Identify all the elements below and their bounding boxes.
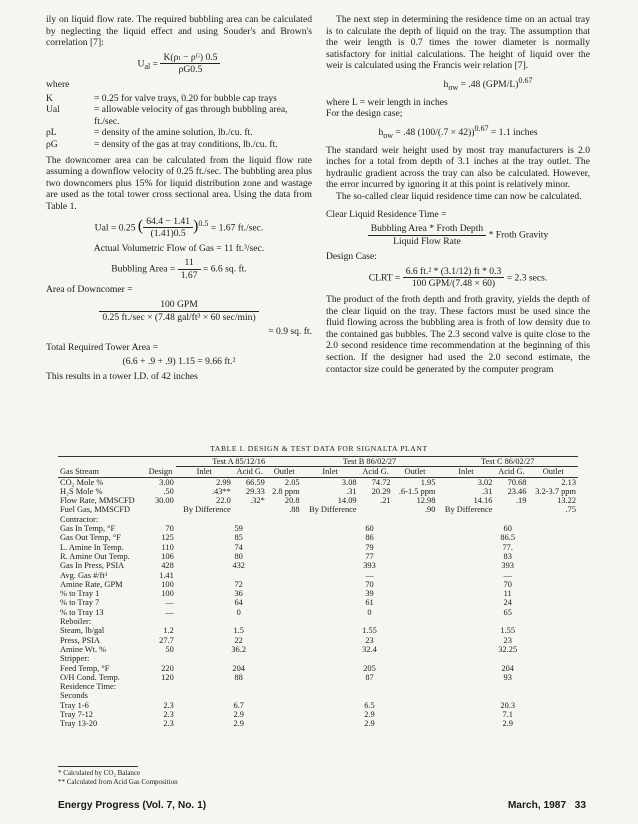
table-cell: Gas Out Temp, °F (60, 533, 121, 543)
table-cell: 2.3 (163, 719, 174, 729)
table-cell: R. Amine Out Temp. (60, 551, 130, 561)
equation-ual: Ual = 0.25 ( $\frac{64.4 - 1.41}{(1.41)0.5}$ )$^{0.5}$ = 1.67 ft./sec. (94, 215, 264, 240)
table-cell: H₂S Mole % (60, 486, 103, 496)
table-footnotes (58, 766, 178, 787)
left-paragraph-3: This results in a tower I.D. of 42 inches (46, 371, 198, 383)
table-cell (494, 505, 528, 514)
table-cell: 86.5 (500, 533, 516, 543)
table-row (58, 487, 578, 496)
table-cell: 428 (161, 561, 174, 571)
table-cell: Fuel Gas, MMSCFD (60, 505, 131, 515)
table-cell: 110 (161, 542, 174, 552)
right-paragraph-1: The next step in determining the residence time on an actual tray is to calculate the depth of liquid on the tray. The assumption that the weir length is 0.7 times the tower diameter is normally satisfactory for initial calculations. The height of liquid over the weir is calculated using the Francis weir relation [7]. (326, 14, 590, 72)
table-cell: 20.8 (284, 496, 300, 506)
col-acid-g: Acid G. (362, 467, 389, 477)
variable-definitions (46, 93, 312, 151)
table-cell: 2.9 (502, 719, 513, 729)
table-cell: 2.3 (163, 700, 174, 710)
table-cell: 220 (161, 663, 174, 673)
table-cell: 24 (503, 598, 512, 608)
table-cell: 100 (161, 589, 174, 599)
equation-clrt-general: $\frac{\text{Bubbling Area * Froth Depth}}{\text{Liquid Flow Rate}}$ * Froth Gravity (326, 223, 590, 247)
group-header-test-a: Test A 85/12/16 (176, 457, 302, 467)
col-outlet: Outlet (542, 467, 564, 477)
table-cell (437, 654, 578, 663)
table-row (58, 691, 578, 700)
table-cell: 36.2 (231, 644, 246, 654)
table-cell: 1.2 (163, 626, 174, 636)
table-cell: 3.00 (159, 477, 174, 487)
table-cell: 1.55 (500, 626, 516, 636)
equation-downcomer: $\frac{\text{100 GPM}}{\text{0.25 ft./sec × (7.48 gal/ft³ × 60 sec/min)}}$ (46, 299, 312, 323)
footnote-2: ** Calculated from Acid Gas Composition (58, 778, 178, 786)
design-case-label: Design Case: (326, 251, 377, 263)
table-cell (145, 654, 176, 663)
table-cell: 23 (503, 635, 512, 645)
table-row (58, 664, 578, 673)
table-cell (145, 505, 176, 514)
table-cell: 70 (503, 579, 512, 589)
table-cell: .88 (289, 505, 300, 515)
table-cell: 59 (234, 524, 243, 534)
table-cell: .50 (163, 486, 174, 496)
table-row (58, 719, 578, 728)
table-cell: 1.95 (420, 477, 436, 487)
table-cell: 2.9 (364, 710, 375, 720)
table-row (58, 682, 578, 691)
table-cell: 50 (165, 644, 174, 654)
table-cell: 60 (503, 524, 512, 534)
table-cell: Stripper: (60, 654, 90, 664)
table-cell: 125 (161, 533, 174, 543)
table-cell (437, 682, 578, 691)
table-cell: 74.72 (371, 477, 391, 487)
table-cell: .32* (250, 496, 265, 506)
table-cell: 1.41 (159, 570, 174, 580)
design-test-data-table (58, 456, 578, 729)
table-cell: 29.33 (245, 486, 265, 496)
table-cell: Gas In Press, PSIA (60, 561, 125, 571)
left-paragraph-2: The downcomer area can be calculated from the liquid flow rate assuming a downflow velocity of 0.25 ft./sec. The bubbling area plus two downcomers plus 15% for liquid distribution zone and wastage are used as the total tower cross sectional area. Using the data from Table 1. (46, 154, 312, 212)
equation-francis-weir: $h_{ow} = .48$ $(GPM/L)^{0.67}$ (443, 75, 533, 93)
table-row (58, 561, 578, 570)
table-cell (176, 691, 302, 700)
table-cell: CO₂ Mole % (60, 477, 104, 487)
table-cell: Tray 1-6 (60, 700, 89, 710)
table-cell: 66.59 (245, 477, 265, 487)
table-cell: 14.09 (337, 496, 357, 506)
definition-row: ρG = density of the gas at tray conditions, lb./cu. ft. (46, 138, 278, 150)
table-cell: 0 (367, 607, 372, 617)
table-cell: 72 (234, 579, 243, 589)
table-cell: 0 (236, 607, 241, 617)
downcomer-label: Area of Downcomer = (46, 284, 133, 296)
table-row (58, 552, 578, 561)
table-cell: 22.0 (216, 496, 231, 506)
table-cell: Tray 7-12 (60, 710, 93, 720)
table-cell: 32.4 (362, 644, 377, 654)
table-cell: 74 (234, 542, 243, 552)
table-cell (145, 682, 176, 691)
table-row (58, 543, 578, 552)
table-cell (176, 654, 302, 663)
table-cell (359, 505, 393, 514)
equation-souders-brown: $U_{al}$ = $\frac{\text{K(ρₗ − ρᴳ) 0.5}}{\rho G0.5}$ (46, 52, 312, 76)
table-cell (233, 505, 267, 514)
col-outlet: Outlet (404, 467, 426, 477)
table-cell: .90 (424, 505, 436, 515)
table-cell: 106 (161, 551, 174, 561)
clrt-label: Clear Liquid Residence Time = (326, 208, 447, 220)
eq1-numerator: K(ρₗ − ρᴳ) 0.5 (160, 52, 220, 65)
eq1-denominator: ρG0.5 (178, 64, 203, 76)
col-acid-g: Acid G. (236, 467, 264, 477)
table-cell: 6.5 (364, 700, 375, 710)
equation-downcomer-result: = 0.9 sq. ft. (268, 326, 312, 338)
table-cell: 204 (501, 663, 514, 673)
table-row (58, 710, 578, 719)
table-cell: 60 (365, 524, 374, 534)
table-cell: 93 (503, 672, 512, 682)
table-cell: 61 (365, 598, 374, 608)
table-cell: Contractor: (60, 514, 99, 524)
table-cell: Flow Rate, MMSCFD (60, 496, 135, 506)
col-outlet: Outlet (273, 467, 295, 477)
table-cell: 2.05 (284, 477, 300, 487)
col-gas-stream: Gas Stream (60, 467, 99, 477)
table-row (58, 505, 578, 514)
equation-clrt-design: CLRT = $\frac{\text{6.6 ft.² * (3.1/12) ft * 0.3}}{\text{100 GPM/(7.48 × 60)}}$ = 2.3 secs. (368, 265, 548, 290)
table-cell: .31 (481, 486, 493, 496)
right-paragraph-4: The standard weir height used by most tray manufacturers is 2.0 inches for a total from depth of 3.1 inches at the tray outlet. The hydraulic gradient across the tray can also be calculated. However, the error incurred by ignoring it at this point is relatively minor. (326, 144, 590, 191)
left-paragraph-1: ily on liquid flow rate. The required bubbling area can be calculated by neglecting the liquid effect and using Souder's and Brown's correlation [7]: (46, 14, 312, 49)
table-cell: 1.55 (362, 626, 377, 636)
table-cell: L. Amine In Temp. (60, 542, 124, 552)
col-design: Design (148, 467, 173, 477)
table-cell (302, 617, 438, 626)
right-paragraph-3: For the design case; (326, 108, 403, 120)
table-cell (176, 515, 302, 524)
table-row (58, 608, 578, 617)
footer-right (508, 800, 586, 811)
equation-how-design: $h_{ow} = .48$ $(100/(.7 \times 42))^{0.67} = 1.1$ inches (378, 123, 538, 140)
table-cell: Steam, lb/gal (60, 626, 105, 636)
right-paragraph-5: The so-called clear liquid residence time can now be calculated. (336, 190, 582, 202)
table-cell: Avg. Gas #/ft³ (60, 570, 108, 580)
left-column (46, 14, 312, 383)
table-cell: 2.9 (233, 719, 244, 729)
table-cell: 3.08 (341, 477, 357, 487)
table-row (58, 654, 578, 663)
right-column (326, 14, 590, 375)
table-cell: 432 (232, 561, 245, 571)
table-row (58, 477, 578, 487)
table-title: TABLE I. DESIGN & TEST DATA FOR SIGNALTA PLANT (210, 444, 428, 453)
table-cell: 27.7 (159, 635, 174, 645)
table-cell: 23.46 (507, 486, 527, 496)
table-cell (145, 691, 176, 700)
table-cell: 70 (165, 524, 174, 534)
equation-volumetric-flow: Actual Volumetric Flow of Gas = 11 ft.³/sec. (93, 242, 265, 254)
col-inlet: Inlet (196, 467, 212, 477)
table-cell: O/H Cond. Temp. (60, 672, 120, 682)
right-paragraph-2: where L = weir length in inches (326, 96, 448, 108)
table-row (58, 533, 578, 542)
table-cell: Residence Time: (60, 682, 117, 692)
table-cell: 120 (161, 672, 174, 682)
table-cell (302, 654, 438, 663)
table-cell: 64 (234, 598, 243, 608)
table-cell: 2.13 (561, 477, 576, 487)
table-row (58, 617, 578, 626)
table-cell: 87 (365, 672, 374, 682)
table-cell (437, 515, 578, 524)
table-cell: 1.5 (233, 626, 244, 636)
table-cell: By Difference (309, 505, 357, 515)
table-cell (437, 617, 578, 626)
table-cell: .6-1.5 ppm (398, 486, 436, 496)
table-cell: 393 (501, 561, 514, 571)
table-cell: 11 (503, 589, 512, 599)
table-cell: .21 (380, 496, 391, 506)
issue-date: March, 1987 (507, 800, 567, 811)
table-cell: — (165, 598, 174, 608)
definition-row: K = 0.25 for valve trays, 0.20 for bubble cap trays (46, 92, 277, 104)
table-cell: % to Tray 13 (60, 607, 104, 617)
table-row (58, 636, 578, 645)
table-cell: 20.3 (500, 700, 516, 710)
group-header-test-b: Test B 86/02/27 (302, 457, 438, 467)
table-cell: 22 (234, 635, 243, 645)
table-row (58, 645, 578, 654)
tower-area-label: Total Required Tower Area = (46, 341, 159, 353)
table-cell: .19 (515, 496, 527, 506)
table-row (58, 598, 578, 607)
table-row (58, 589, 578, 598)
table-cell: 3.02 (477, 477, 493, 487)
table-cell: 70 (365, 579, 374, 589)
table-row (58, 496, 578, 505)
table-cell: 86 (365, 533, 374, 543)
footnote-1: * Calculated by CO₂ Balance (58, 769, 141, 777)
group-header-test-c: Test C 86/02/27 (437, 457, 578, 467)
table-cell: 20.29 (371, 486, 391, 496)
table-cell: 65 (503, 607, 512, 617)
table-row (58, 515, 578, 524)
table-cell: % to Tray 1 (60, 589, 100, 599)
table-cell: 100 (161, 579, 174, 589)
table-cell: 2.9 (364, 719, 375, 729)
table-cell: 85 (234, 533, 243, 543)
col-inlet: Inlet (458, 467, 474, 477)
table-cell: Seconds (60, 691, 88, 701)
table-cell: 32.25 (498, 644, 518, 654)
col-acid-g: Acid G. (498, 467, 525, 477)
table-cell (176, 617, 302, 626)
table-cell: 12.98 (416, 496, 436, 506)
table-cell: — (365, 570, 374, 580)
table-cell (437, 691, 578, 700)
table-cell: 393 (363, 561, 376, 571)
table-cell: .31 (346, 486, 357, 496)
table-cell: 36 (234, 589, 243, 599)
table-cell: Gas In Temp, °F (60, 524, 116, 534)
table-cell: 6.7 (233, 700, 244, 710)
table-cell: 70.68 (507, 477, 527, 487)
table-cell: Amine Rate, GPM (60, 579, 123, 589)
table-cell: 30.00 (154, 496, 174, 506)
table-cell: — (503, 570, 512, 580)
table-cell: 13.22 (557, 496, 576, 506)
table-cell: 88 (234, 672, 243, 682)
table-cell: By Difference (444, 505, 493, 515)
table-cell: Amine Wt. % (60, 644, 107, 654)
definition-row: Ual = allowable velocity of gas through bubbling area, ft./sec. (46, 104, 288, 127)
table-cell (176, 571, 302, 580)
table-cell: 7.1 (502, 710, 513, 720)
table-cell (302, 515, 438, 524)
table-cell: % to Tray 7 (60, 598, 100, 608)
table-cell: Press, PSIA (60, 635, 101, 645)
equation-tower-area: (6.6 + .9 + .9) 1.15 = 9.66 ft.² (122, 356, 236, 368)
table-cell: 77 (365, 551, 374, 561)
page-footer (58, 800, 586, 811)
table-cell (302, 682, 438, 691)
table-cell: 2.8 ppm (272, 486, 300, 496)
table-cell: 204 (232, 663, 245, 673)
equation-bubbling-area: Bubbling Area = $\frac{11}{1.67}$ = 6.6 sq. ft. (111, 257, 247, 281)
where-label: where (46, 78, 70, 90)
table-cell: 83 (503, 551, 512, 561)
table-cell: By Difference (183, 505, 231, 515)
table-cell: 14.16 (473, 496, 493, 506)
table-cell (176, 682, 302, 691)
table-row (58, 571, 578, 580)
table-row (58, 580, 578, 589)
table-row (58, 673, 578, 682)
definition-row: ρL = density of the amine solution, lb./cu. ft. (46, 127, 253, 139)
col-inlet: Inlet (322, 467, 338, 477)
page-number: 33 (574, 800, 586, 811)
table-cell: 80 (234, 551, 243, 561)
table-cell: 2.3 (163, 710, 174, 720)
table-cell: Reboiler: (60, 617, 92, 627)
table-cell: 79 (365, 542, 374, 552)
table-row (58, 701, 578, 710)
table-cell: 3.2-3.7 ppm (535, 486, 576, 496)
table-cell: Feed Temp, °F (60, 663, 110, 673)
table-cell (145, 617, 176, 626)
table-cell: .75 (565, 505, 576, 515)
journal-name: Energy Progress (Vol. 7, No. 1) (58, 800, 207, 811)
footnote-rule (58, 766, 138, 767)
table-cell: — (165, 607, 174, 617)
table-cell: 2.9 (233, 710, 244, 720)
table-cell: Tray 13-20 (60, 719, 98, 729)
table-cell: 2.99 (216, 477, 231, 487)
table-row (58, 524, 578, 533)
table-cell: 39 (365, 589, 374, 599)
table-cell: 23 (365, 635, 374, 645)
table-cell: 77. (502, 542, 513, 552)
table-body (58, 477, 578, 729)
table-row (58, 626, 578, 635)
table-cell: 205 (363, 663, 376, 673)
table-cell (302, 691, 438, 700)
right-paragraph-6: The product of the froth depth and froth gravity, yields the depth of the clear liquid on the tray. These factors must be used since the fluid flowing across the bubbling area is froth of low density due to the contained gas bubbles. The 2.3 second valve is quite close to the 2.0 second residence time recommendation at the beginning of this section. If the designer had used the 2.0 second estimate, the contactor size could be generated by the computer program (326, 294, 590, 375)
table-cell: .43** (211, 486, 231, 496)
table-cell (145, 515, 176, 524)
